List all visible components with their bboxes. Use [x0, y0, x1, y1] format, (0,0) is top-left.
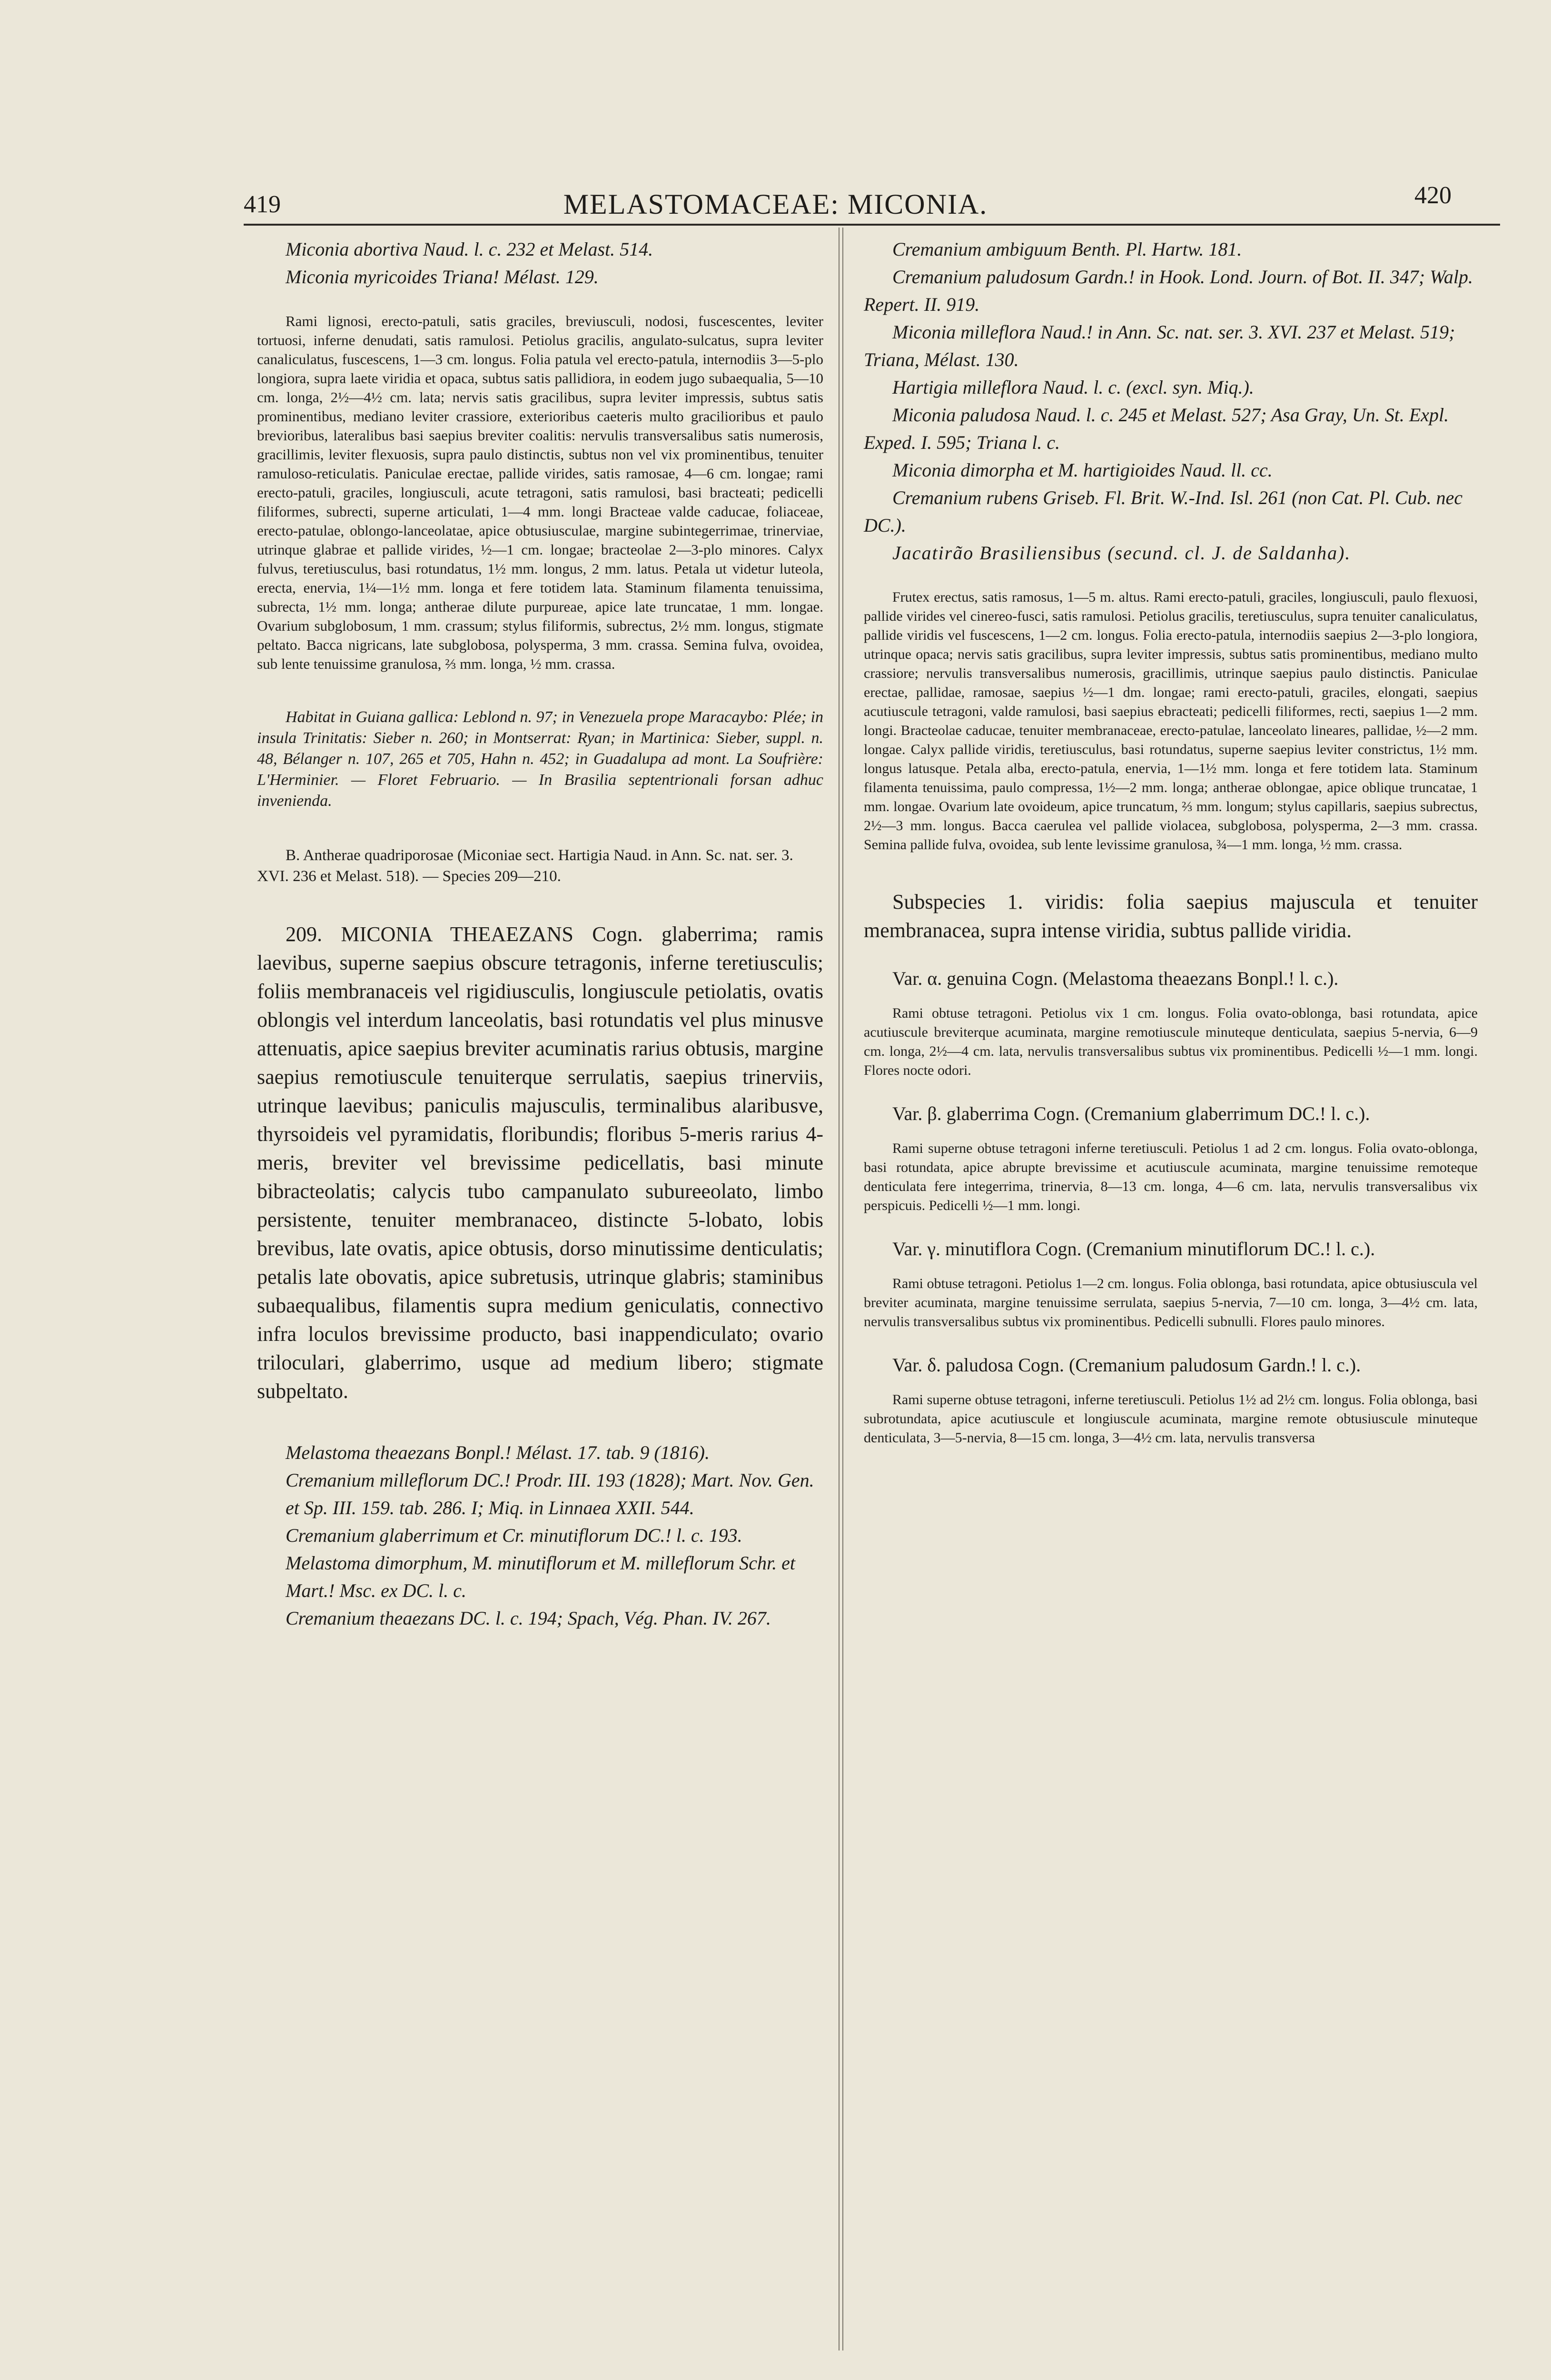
description-paragraph: Rami lignosi, erecto-patuli, satis graciles, breviusculi, nodosi, fuscescentes, leviter tortuosi, inferne denudati, satis ramulosi. Petiolus gracilis, angulato-sulcatus, supra leviter canaliculatus, fuscescens, 1—3 cm. longus. Folia patula vel erecto-patula, internodiis 3—5-plo longiora, supra laete viridia et opaca, subtus satis pallidiora, in eodem jugo subaequalia, 5—10 cm. longa, 2½—4½ cm. lata; nervis satis gracilibus, supra leviter impressis, subtus satis prominentibus, mediano leviter crassiore, exterioribus caeteris multo gracilioribus et paulo brevioribus, lateralibus basi saepius breviter coalitis: nervulis transversalibus satis numerosis, gracillimis, leviter flexuosis, supra paulo distinctis, subtus non vel vix prominentibus, tenuiter ramuloso-reticulatis. Paniculae erectae, pallide virides, satis ramosae, 4—6 cm. longae; rami erecto-patuli, graciles, longiusculi, acute tetragoni, satis ramulosi, basi bracteati; pedicelli filiformes, subrecti, superne articulati, 1—4 mm. longi Bracteae valde caducae, foliaceae, erecto-patulae, oblongo-lanceolatae, apice obtusiusculae, margine subintegerrimae, trinerviae, utrinque glabrae et pallide virides, ½—1 cm. longae; bracteolae 2—3-plo minores. Calyx fulvus, teretiusculus, basi rotundatus, 1½ mm. longus, 2 mm. latus. Petala ut videtur luteola, erecta, enervia, 1¼—1½ mm. longa et fere totidem lata. Staminum filamenta tenuissima, subrecta, 1½ mm. longa; antherae dilute purpureae, apice late truncatae, 1 mm. longae. Ovarium subglobosum, 1 mm. crassum; stylus filiformis, subrectus, 2½ mm. longus, stigmate peltato. Bacca nigricans, late subglobosa, polysperma, 3 mm. crassa. Semina fulva, ovoidea, sub lente tenuissime granulosa, ⅔ mm. longa, ½ mm. crassa. — [257, 313, 823, 672]
variety-heading: Var. δ. paludosa Cogn. (Cremanium paludosum Gardn.! l. c.). — [892, 1354, 1361, 1376]
synonym-line: Cremanium glaberrimum et Cr. minutiflorum DC.! l. c. 193. — [286, 1525, 742, 1546]
variety-description: Rami obtuse tetragoni. Petiolus 1—2 cm. longus. Folia oblonga, basi rotundata, apice obtusiuscula vel breviter acuminata, margine tenuissime serrulata, saepius 5-nervia, 7—10 cm. longa, 3—4½ cm. lata, nervulis transversalibus subtus vix prominentibus. Pedicelli subnulli. Flores paulo minores. — [864, 1276, 1478, 1329]
header-rule — [244, 224, 1500, 226]
species-entry — [257, 920, 823, 1406]
synonym-line: Miconia paludosa Naud. l. c. 245 et Melast. 527; Asa Gray, Un. St. Expl. Exped. I. 595; Triana l. c. — [864, 404, 1449, 453]
vernacular-name: Jacatirão Brasiliensibus (secund. cl. J. de Saldanha). — [892, 542, 1351, 564]
page-number-left: 419 — [244, 191, 281, 218]
variety-description: Rami superne obtuse tetragoni inferne teretiusculi. Petiolus 1 ad 2 cm. longus. Folia ovato-oblonga, basi rotundata, apice abrupte brevissime et acutiuscule acuminata, margine tenuissime remoteque denticulata fere integerrima, trinervia, 8—13 cm. longa, 4—6 cm. lata, nervulis transversalibus vix perspicuis. Pedicelli ½—1 mm. longi. — [864, 1140, 1478, 1213]
synonym-line: Miconia abortiva Naud. l. c. 232 et Melast. 514. — [286, 238, 653, 260]
variety-heading: Var. γ. minutiflora Cogn. (Cremanium minutiflorum DC.! l. c.). — [892, 1238, 1375, 1259]
species-diagnosis: glaberrima; ramis laevibus, superne saepius obscure tetragonis, inferne teretiusculis; foliis membranaceis vel rigidiusculis, longiuscule petiolatis, ovatis oblongis vel interdum lanceolatis, basi rotundatis vel plus minusve attenuatis, apice saepius breviter acuminatis rarius obtusis, margine saepius remotiuscule tenuiterque serrulatis, saepius trinerviis, utrinque laevibus; paniculis majusculis, terminalibus alaribusve, thyrsoideis vel pyramidatis, floribundis; floribus 5-meris rarius 4-meris, breviter vel brevissime pedicellatis, basi minute bibracteolatis; calycis tubo campanulato subureeolato, limbo persistente, tenuiter membranaceo, distincte 5-lobato, lobis brevibus, late ovatis, apice obtusis, dorso minutissime denticulatis; petalis late obovatis, apice subretusis, utrinque glabris; staminibus subaequalibus, filamentis supra medium geniculatis, connectivo infra loculos brevissime producto, basi inappendiculato; ovario triloculari, glaberrimo, usque ad medium libero; stigmate subpeltato. — [257, 922, 824, 1403]
column-divider — [839, 228, 840, 2350]
synonym-line: Miconia milleflora Naud.! in Ann. Sc. nat. ser. 3. XVI. 237 et Melast. 519; Triana, Mélast. 130. — [864, 321, 1455, 370]
variety-heading: Var. α. genuina Cogn. (Melastoma theaezans Bonpl.! l. c.). — [892, 968, 1339, 989]
synonym-line: Miconia dimorpha et M. hartigioides Naud. ll. cc. — [892, 459, 1273, 481]
page-number-right: 420 — [1414, 182, 1452, 209]
description-paragraph: Frutex erectus, satis ramosus, 1—5 m. altus. Rami erecto-patuli, graciles, longiusculi, paulo flexuosi, pallide virides vel cinereo-fusci, satis ramulosi. Petiolus gracilis, teretiusculus, supra tenuiter canaliculatus, pallide viridis vel fuscescens, 1—2 cm. longus. Folia erecto-patula, internodiis saepius 2—3-plo longiora, utrinque opaca; nervis satis gracilibus, supra leviter impressis, subtus satis prominentibus, mediano multo crassiore; nervulis transversalibus numerosis, gracillimis, utrinque saepius paulo distinctis. Paniculae erectae, pallidae, ramosae, saepius ½—1 dm. longae; rami erecto-patuli, graciles, elongati, saepius acutiuscule tetragoni, valde ramulosi, basi saepius ebracteati; pedicelli filiformes, recti, saepius 1—2 mm. longi. Bracteolae caducae, tenuiter membranaceae, erecto-patulae, lanceolato lineares, pallidae, ½—2 mm. longae. Calyx pallide viridis, teretiusculus, basi rotundatus, superne saepius leviter constrictus, 1½ mm. longus latusque. Petala alba, erecto-patula, enervia, 1—1½ mm. longa et fere totidem lata. Staminum filamenta tenuissima, paulo compressa, 1½—2 mm. longa; antherae oblongae, apice oblique truncatae, 1 mm. longae. Ovarium late ovoideum, apice truncatum, ⅔ mm. longum; stylus capillaris, saepius subrectus, 2½—3 mm. longus. Bacca caerulea vel pallide violacea, subglobosa, polysperma, 2—3 mm. crassa. Semina pallide fulva, ovoidea, sub lente levissime granulosa, ¾—1 mm. longa, ½ mm. crassa. — [864, 589, 1478, 853]
habitat-paragraph: Habitat in Guiana gallica: Leblond n. 97; in Venezuela prope Maracaybo: Plée; in insula Trinitatis: Sieber n. 260; in Montserrat: Ryan; in Martinica: Sieber, suppl. n. 48, Bélanger n. 107, 265 et 705, Hahn n. 452; in Guadalupa ad mont. La Soufrière: L'Herminier. — Floret Februario. — In Brasilia septentrionali forsan adhuc invenienda. — [257, 708, 823, 810]
synonym-line: Cremanium rubens Griseb. Fl. Brit. W.-Ind. Isl. 261 (non Cat. Pl. Cub. nec DC.). — [864, 487, 1463, 536]
running-title: MELASTOMACEAE: MICONIA. — [563, 188, 988, 220]
synonym-line: Cremanium paludosum Gardn.! in Hook. Lond. Journ. of Bot. II. 347; Walp. Repert. II. 919. — [864, 266, 1473, 315]
variety-heading: Var. β. glaberrima Cogn. (Cremanium glaberrimum DC.! l. c.). — [892, 1103, 1370, 1124]
synonym-line: Hartigia milleflora Naud. l. c. (excl. syn. Miq.). — [892, 377, 1254, 398]
left-column — [257, 236, 823, 1632]
synonym-line: Melastoma theaezans Bonpl.! Mélast. 17. tab. 9 (1816). — [286, 1442, 710, 1463]
right-column — [864, 236, 1478, 1448]
variety-description: Rami superne obtuse tetragoni, inferne teretiusculi. Petiolus 1½ ad 2½ cm. longus. Folia oblonga, basi subrotundata, apice acutiuscule et longiuscule acuminata, margine remote obtusiuscule minuteque denticulata, 3—5-nervia, 8—15 cm. longa, 3—4½ cm. lata, nervulis transversa — [864, 1392, 1478, 1446]
species-heading: 209. MICONIA THEAEZANS Cogn. — [286, 922, 643, 946]
synonym-line: Cremanium theaezans DC. l. c. 194; Spach, Vég. Phan. IV. 267. — [286, 1607, 771, 1629]
variety-description: Rami obtuse tetragoni. Petiolus vix 1 cm. longus. Folia ovato-oblonga, basi rotundata, apice acutiuscule breviterque acuminata, margine remotiuscule minuteque denticulata, saepius 5-nervia, 6—9 cm. longa, 2½—4 cm. lata, nervulis transversalibus subtus vix prominentibus. Pedicelli ½—1 mm. longi. Flores nocte odori. — [864, 1005, 1478, 1078]
page-header — [0, 182, 1551, 221]
synonym-line: Cremanium milleflorum DC.! Prodr. III. 193 (1828); Mart. Nov. Gen. et Sp. III. 159. tab. 286. I; Miq. in Linnaea XXII. 544. — [286, 1469, 814, 1518]
synonym-line: Miconia myricoides Triana! Mélast. 129. — [286, 266, 599, 288]
section-note: B. Antherae quadriporosae (Miconiae sect. Hartigia Naud. in Ann. Sc. nat. ser. 3. XVI. 236 et Melast. 518). — Species 209—210. — [257, 847, 793, 885]
column-divider-inner — [842, 228, 843, 2350]
synonym-line: Cremanium ambiguum Benth. Pl. Hartw. 181. — [892, 238, 1242, 260]
synonym-line: Melastoma dimorphum, M. minutiflorum et M. milleflorum Schr. et Mart.! Msc. ex DC. l. c. — [286, 1552, 796, 1601]
subspecies-paragraph: Subspecies 1. viridis: folia saepius majuscula et tenuiter membranacea, supra intense viridia, subtus pallide viridia. — [864, 890, 1478, 942]
